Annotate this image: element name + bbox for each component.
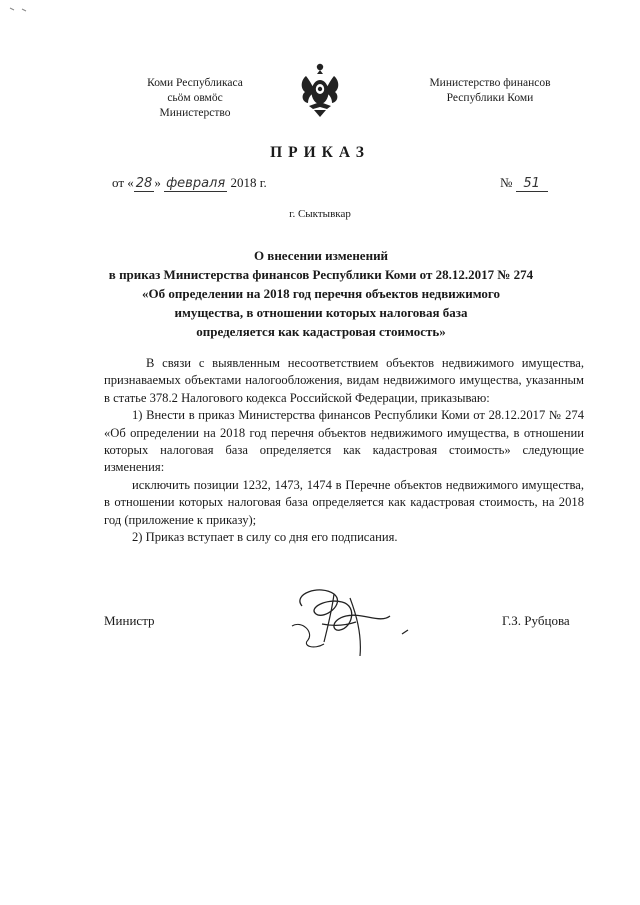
order-number-line [500, 175, 548, 192]
body-paragraph-2: 1) Внести в приказ Министерства финансов Республики Коми от 28.12.2017 № 274 «Об определении на 2018 год перечня объектов недвижимого имущества, в отношении которых налоговая база определяется как кадастровая стоимость» следующие изменения: [104, 408, 584, 475]
header-right-block [405, 76, 575, 106]
subject-line-5: определяется как кадастровая стоимость» [196, 324, 446, 339]
order-subject-heading [96, 246, 546, 341]
header-left-line-2: сьӧм овмӧс [167, 92, 223, 104]
date-year: 2018 г. [230, 175, 267, 190]
subject-line-1: О внесении изменений [253, 248, 389, 263]
signatory-name: Г.З. Рубцова [502, 613, 570, 628]
body-paragraph-1: В связи с выявленным несоответствием объектов недвижимого имущества, признаваемых объектами налогообложения, видам недвижимого имущества, указанным в статье 378.2 Налогового кодекса Российской Федерации, приказываю: [104, 356, 584, 405]
date-day-handwritten: 28 [135, 176, 153, 191]
document-title: ПРИКАЗ [270, 144, 370, 161]
body-paragraph-3: исключить позиции 1232, 1473, 1474 в Перечне объектов недвижимого имущества, в отношении которых налоговая база определяется как кадастровая стоимость, на 2018 год (приложение к приказу); [104, 477, 584, 527]
header-right-line-2: Республики Коми [446, 92, 534, 104]
header-right-line-1: Министерство финансов [429, 77, 551, 89]
handwritten-signature [262, 576, 412, 668]
signatory-position: Министр [104, 613, 155, 628]
subject-line-2: в приказ Министерства финансов Республики Коми от 28.12.2017 № 274 [108, 267, 534, 282]
date-mid: » [154, 175, 165, 190]
scan-artifact-mark [8, 4, 48, 16]
header-left-block [120, 76, 270, 121]
header-left-line-1: Коми Республикаса [147, 77, 243, 89]
date-prefix: от « [112, 175, 134, 190]
order-number-handwritten: 51 [516, 176, 548, 192]
coat-of-arms-emblem-icon [297, 62, 343, 118]
header-left-line-3: Министерство [159, 107, 231, 119]
subject-line-4: имущества, в отношении которых налоговая база [174, 305, 468, 320]
order-body [104, 355, 584, 546]
body-paragraph-4: 2) Приказ вступает в силу со дня его подписания. [132, 530, 398, 545]
city-line: г. Сыктывкар [289, 208, 351, 220]
date-month-handwritten: февраля [166, 176, 226, 191]
subject-line-3: «Об определении на 2018 год перечня объектов недвижимого [142, 286, 500, 301]
number-prefix: № [500, 175, 513, 190]
order-date-line [112, 175, 267, 191]
